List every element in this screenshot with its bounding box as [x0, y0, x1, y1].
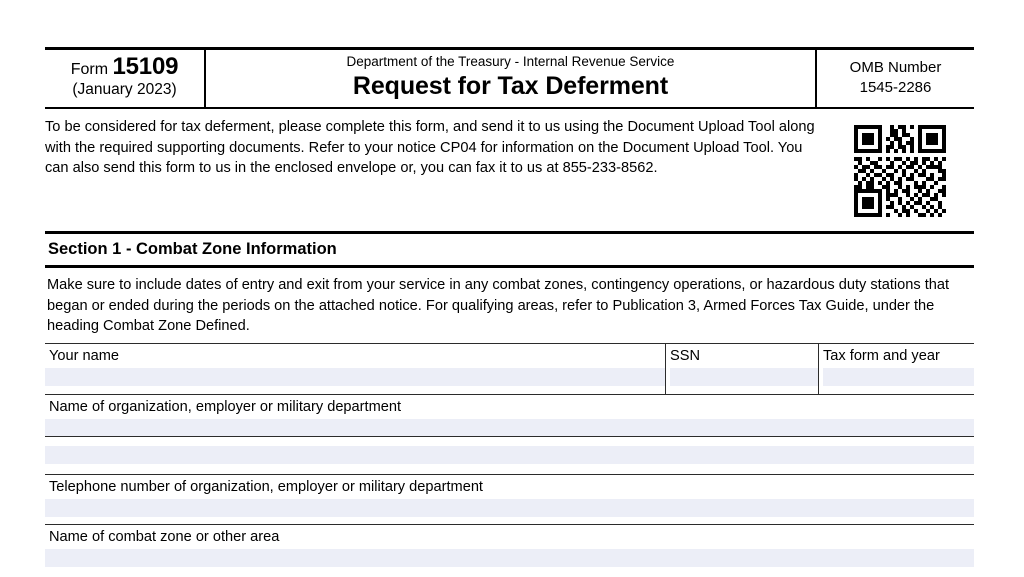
field-row: [45, 394, 974, 436]
combat-zone-name-input[interactable]: [45, 549, 974, 567]
field-row: [45, 474, 974, 524]
ssn-input[interactable]: [670, 368, 818, 386]
field-organization-name: [45, 395, 974, 436]
intro-paragraph: To be considered for tax deferment, please complete this form, and send it to us using the Document Upload Tool along with the required supporting documents. Refer to your notice CP04 for information on the Document Upload Tool. You can also send this form to us in the enclosed envelope or, you can fax it to us at 855-233-8562.: [45, 119, 815, 176]
form-title-block: [206, 50, 817, 107]
field-label-organization-name-line2: [45, 437, 974, 446]
field-row: [45, 436, 974, 474]
field-label-combat-zone-name: Name of combat zone or other area: [49, 528, 280, 545]
field-tax-form-and-year: [818, 344, 974, 394]
field-your-name: [45, 344, 665, 394]
agency-name: Department of the Treasury - Internal Revenue Service: [346, 53, 675, 69]
organization-name-line2-input[interactable]: [45, 446, 974, 464]
form-sheet: [45, 0, 974, 574]
form-revision-date: (January 2023): [72, 80, 177, 98]
form-label: Form: [70, 60, 109, 78]
qr-code-icon: [837, 117, 963, 221]
field-label-ssn: SSN: [670, 347, 701, 364]
field-label-organization-name: Name of organization, employer or military department: [49, 398, 402, 415]
omb-label: OMB Number: [849, 58, 942, 76]
omb-block: [817, 50, 974, 107]
field-organization-name-line2: [45, 437, 974, 474]
tax-form-and-year-input[interactable]: [823, 368, 974, 386]
field-row: [45, 343, 974, 394]
form-number-block: [45, 50, 206, 107]
section-1-heading: Section 1 - Combat Zone Information: [45, 231, 974, 268]
omb-number: 1545-2286: [859, 78, 932, 96]
organization-name-input[interactable]: [45, 419, 974, 436]
field-row: [45, 524, 974, 574]
field-combat-zone-name: [45, 525, 974, 574]
field-label-organization-phone: Telephone number of organization, employer or military department: [49, 478, 483, 495]
form-number: 15109: [112, 52, 179, 80]
your-name-input[interactable]: [45, 368, 665, 386]
form-header: [45, 47, 974, 109]
organization-phone-input[interactable]: [45, 499, 974, 517]
page-title: Request for Tax Deferment: [352, 71, 669, 100]
field-organization-phone: [45, 475, 974, 524]
field-label-tax-form-and-year: Tax form and year: [823, 347, 940, 364]
field-ssn: [665, 344, 818, 394]
form-number-line: [45, 52, 204, 80]
section-1-note: Make sure to include dates of entry and exit from your service in any combat zones, contingency operations, or hazardous duty stations that began or ended during the periods on the attached notice. For qualifying areas, refer to Publication 3, Armed Forces Tax Guide, under the heading Combat Zone Defined.: [47, 277, 950, 334]
intro-band: [45, 117, 974, 225]
field-label-your-name: Your name: [49, 347, 120, 364]
